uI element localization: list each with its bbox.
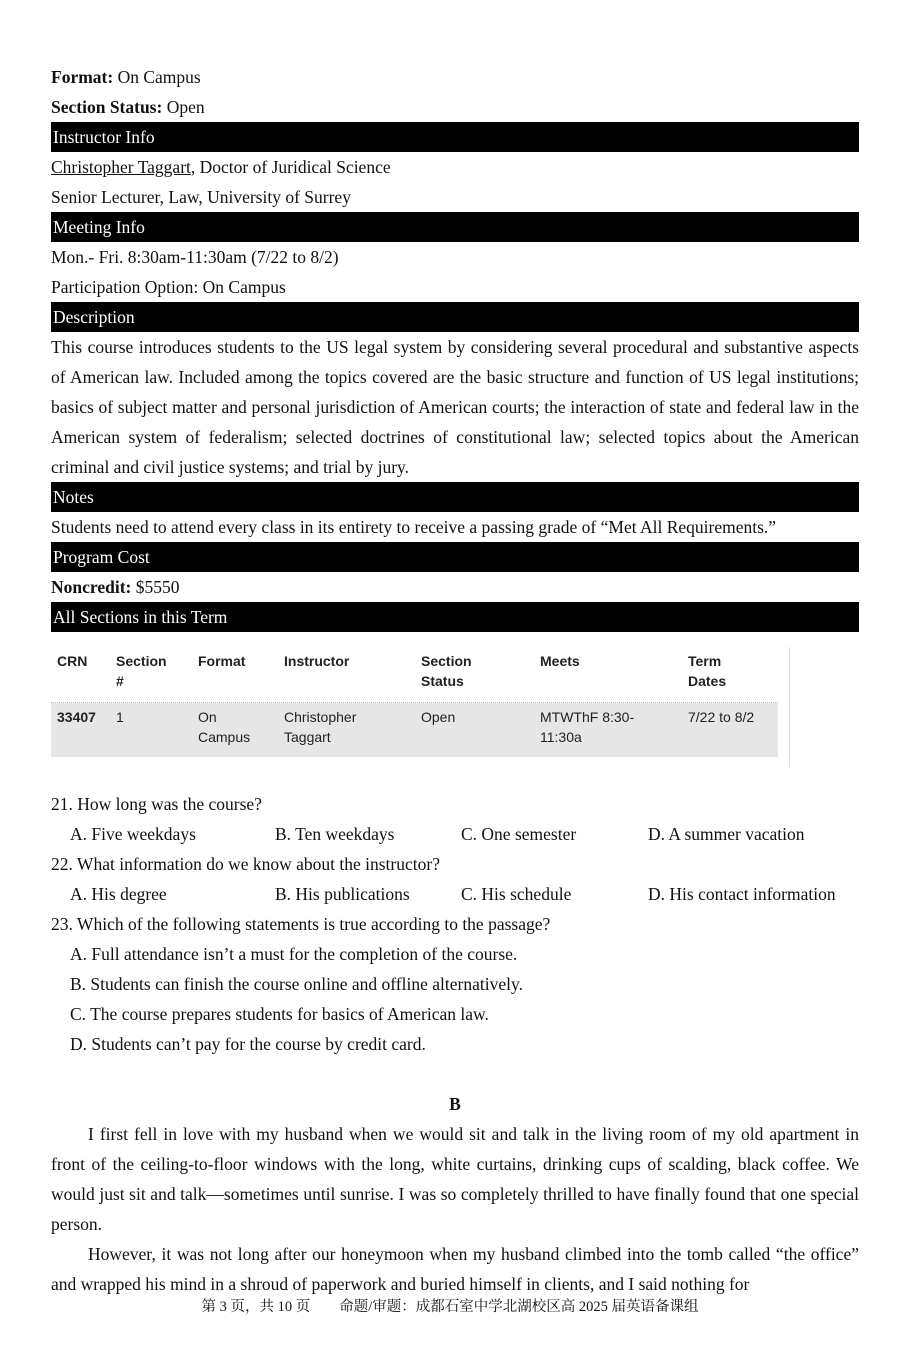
cell-status: Open bbox=[421, 709, 456, 725]
cell-meets: MTWThF 8:30- 11:30a bbox=[540, 709, 635, 745]
option-b: B. Ten weekdays bbox=[275, 824, 395, 844]
instructor-name-line bbox=[51, 152, 859, 182]
cell-format: On Campus bbox=[198, 709, 251, 745]
page-footer: 第 3 页，共 10 页 命题/审题：成都石室中学北湖校区高 2025 届英语备课组 bbox=[201, 1299, 699, 1315]
instructor-header: Instructor Info bbox=[51, 122, 859, 152]
column-header-meets: Meets bbox=[540, 653, 580, 669]
cell-instructor: Christopher Taggart bbox=[284, 709, 357, 745]
column-header-crn: CRN bbox=[57, 653, 88, 669]
column-header-instructor: Instructor bbox=[284, 653, 350, 669]
format-value: On Campus bbox=[113, 67, 201, 87]
question-21-options bbox=[51, 819, 859, 849]
instructor-degree: , Doctor of Juridical Science bbox=[190, 157, 391, 177]
format-label: Format: bbox=[51, 67, 114, 87]
notes-text: Students need to attend every class in its entirety to receive a passing grade of “Met All Requirements.” bbox=[51, 517, 777, 537]
option-d: D. His contact information bbox=[648, 884, 836, 904]
option-c: C. One semester bbox=[461, 824, 577, 844]
meeting-time: Mon.- Fri. 8:30am-11:30am (7/22 to 8/2) bbox=[51, 247, 339, 267]
format-line bbox=[51, 62, 859, 92]
column-header-section: Section # bbox=[116, 653, 167, 689]
option-b: B. His publications bbox=[275, 884, 410, 904]
option-a: A. Five weekdays bbox=[70, 824, 196, 844]
meeting-header: Meeting Info bbox=[51, 212, 859, 242]
document-page bbox=[51, 62, 859, 1299]
option-b: B. Students can finish the course online and offline alternatively. bbox=[70, 974, 523, 994]
status-value: Open bbox=[162, 97, 205, 117]
question-21: 21. How long was the course? bbox=[51, 794, 262, 814]
option-a: A. Full attendance isn’t a must for the completion of the course. bbox=[70, 944, 518, 964]
description-text: This course introduces students to the US legal system by considering several procedural and substantive aspects of American law. Included among the topics covered are the basic structure and function of US legal institutions; basics of subject matter and personal jurisdiction of American courts; the interaction of state and federal law in the American system of federalism; selected doctrines of constitutional law; selected topics about the American criminal and civil justice systems; and trial by jury. bbox=[51, 337, 859, 477]
table-row bbox=[51, 703, 778, 757]
option-c: C. The course prepares students for basics of American law. bbox=[70, 1004, 489, 1024]
passage-b-paragraph-2: However, it was not long after our honeymoon when my husband climbed into the tomb called “the office” and wrapped his mind in a shroud of paperwork and buried himself in clients, and I said nothing for bbox=[51, 1244, 859, 1294]
status-line bbox=[51, 92, 859, 122]
option-c: C. His schedule bbox=[461, 884, 572, 904]
cost-line bbox=[51, 572, 859, 602]
sections-table bbox=[51, 647, 778, 757]
column-header-term-dates: Term Dates bbox=[688, 653, 727, 689]
cell-section: 1 bbox=[116, 709, 124, 725]
cell-crn: 33407 bbox=[57, 709, 96, 725]
option-d: D. A summer vacation bbox=[648, 824, 805, 844]
instructor-position: Senior Lecturer, Law, University of Surrey bbox=[51, 187, 351, 207]
question-22: 22. What information do we know about the instructor? bbox=[51, 854, 440, 874]
participation-option: Participation Option: On Campus bbox=[51, 277, 286, 297]
option-d: D. Students can’t pay for the course by credit card. bbox=[70, 1034, 426, 1054]
column-header-format: Format bbox=[198, 653, 246, 669]
option-a: A. His degree bbox=[70, 884, 167, 904]
table-divider bbox=[789, 647, 790, 767]
description-header: Description bbox=[51, 302, 859, 332]
question-22-options bbox=[51, 879, 859, 909]
passage-b-paragraph-1: I first fell in love with my husband when we would sit and talk in the living room of my old apartment in front of the ceiling-to-floor windows with the long, white curtains, drinking cups of scalding, black coffee. We would just sit and talk—sometimes until sunrise. I was so completely thrilled to have finally found that one special person. bbox=[51, 1124, 859, 1234]
question-23: 23. Which of the following statements is true according to the passage? bbox=[51, 914, 551, 934]
cell-term-dates: 7/22 to 8/2 bbox=[688, 709, 755, 725]
cost-value: $5550 bbox=[131, 577, 180, 597]
instructor-name-link[interactable]: Christopher Taggart bbox=[51, 157, 191, 177]
notes-header: Notes bbox=[51, 482, 859, 512]
sections-header: All Sections in this Term bbox=[51, 602, 859, 632]
sections-table-area bbox=[51, 632, 859, 789]
column-header-status: Section Status bbox=[421, 653, 472, 689]
status-label: Section Status: bbox=[51, 97, 163, 117]
cost-header: Program Cost bbox=[51, 542, 859, 572]
table-header-row bbox=[51, 647, 778, 703]
cost-label: Noncredit: bbox=[51, 577, 132, 597]
passage-b-heading: B bbox=[449, 1094, 461, 1114]
